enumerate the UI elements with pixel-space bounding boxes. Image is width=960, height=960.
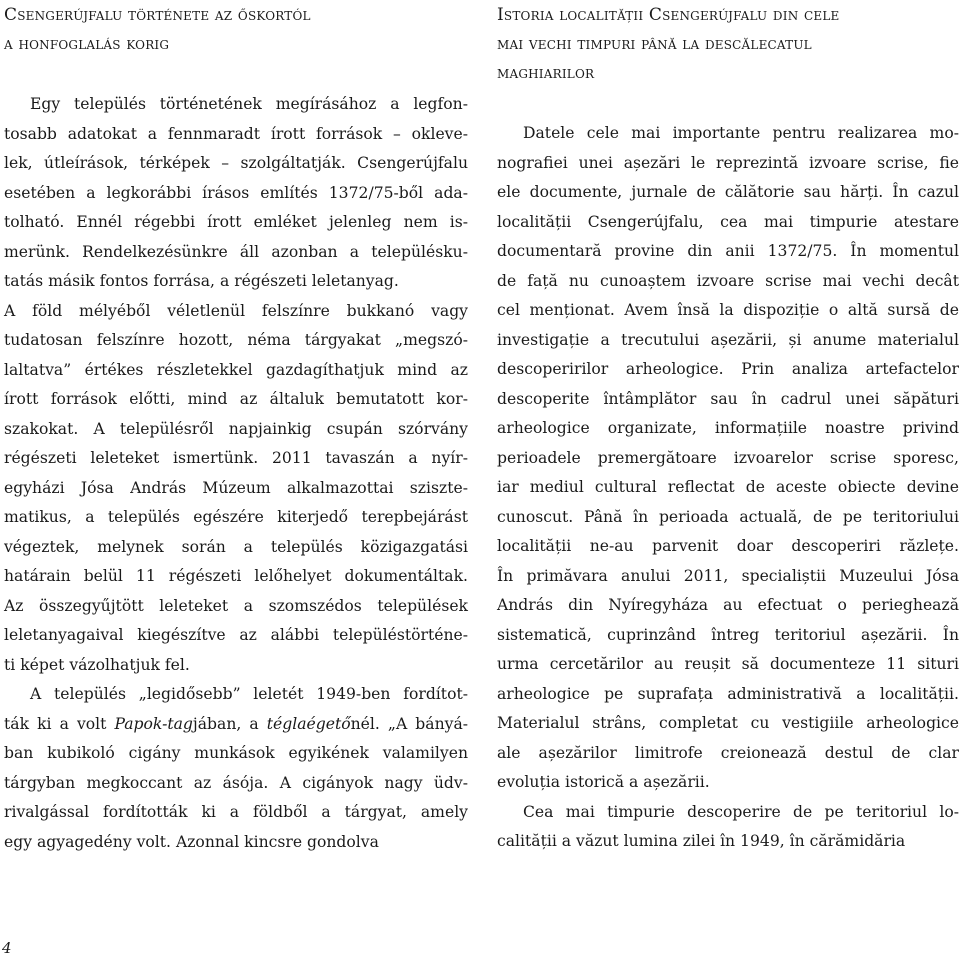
text-line: perioadele premergătoare izvoarelor scrise sporesc,	[497, 448, 959, 467]
text-line: de față nu cunoaștem izvoare scrise mai vechi decât	[497, 271, 959, 290]
text-line: evoluția istorică a așezării.	[497, 773, 710, 791]
text-line-with-italics: ták ki a volt Papok-tagjában, a téglaégetőnél. „A bányá-	[4, 714, 469, 733]
text-line: localității ne-au parvenit doar descoperiri răzlețe.	[497, 537, 959, 555]
text-line: Cea mai timpurie descoperire de pe teritoriul lo-	[523, 802, 959, 821]
text-line: arheologice pe suprafața administrativă a localității.	[497, 684, 959, 703]
text-line: tudatosan felszínre hozott, néma tárgyakat „megszó-	[4, 331, 468, 349]
hungarian-title	[4, 1, 468, 59]
text-line: matikus, a település egészére kiterjedő terepbejárást	[4, 508, 468, 526]
text-line: egyházi Jósa András Múzeum alkalmazottai sziszte-	[4, 478, 468, 497]
text-line: localității Csengerújfalu, cea mai timpurie atestare	[497, 212, 959, 231]
title-line: mai vechi timpuri până la descălecatul	[497, 34, 812, 54]
text-line: nografiei unei așezări le reprezintă izvoare scrise, fie	[497, 153, 959, 172]
text-line: ti képet vázolhatjuk fel.	[4, 655, 190, 674]
text-line: ban kubikoló cigány munkások egyikének valamilyen	[4, 744, 468, 762]
text-line: laltatva” értékes részletekkel gazdagíthatjuk mind az	[4, 360, 468, 379]
text-line: rivalgással fordították ki a földből a tárgyat, amely	[4, 803, 468, 821]
page-number: 4	[2, 939, 12, 957]
text-line: határain belül 11 régészeti lelőhelyet dokumentáltak.	[4, 567, 468, 585]
text-line: merünk. Rendelkezésünkre áll azonban a településku-	[4, 242, 468, 261]
text-line: arheologice organizate, informațiile noastre privind	[497, 419, 959, 437]
text-line: A föld mélyéből véletlenül felszínre bukkanó vagy	[4, 301, 468, 320]
romanian-column	[497, 0, 959, 857]
text-line: descoperirilor arheologice. Prin analiza artefactelor	[497, 360, 959, 378]
text-line: cunoscut. Până în perioada actuală, de pe teritoriului	[497, 507, 959, 526]
text-line: régészeti leleteket ismertünk. 2011 tavaszán a nyír-	[4, 449, 468, 467]
text-line: Egy település történetének megírásához a legfon-	[30, 95, 468, 113]
hungarian-body	[4, 90, 468, 857]
text-line: tolható. Ennél régebbi írott emléket jelenleg nem is-	[4, 213, 468, 231]
text-line: urma cercetărilor au reușit să documenteze 11 situri	[497, 655, 959, 673]
text-line: În primăvara anului 2011, specialiștii Muzeului Jósa	[497, 566, 959, 585]
title-line: maghiarilor	[497, 63, 595, 83]
text-line: Datele cele mai importante pentru realizarea mo-	[523, 124, 959, 142]
text-line: lek, útleírások, térképek – szolgáltatják. Csengerújfalu	[4, 154, 468, 172]
text-line: egy agyagedény volt. Azonnal kincsre gondolva	[4, 832, 379, 851]
text-line: iar mediul cultural reflectat de aceste obiecte devine	[497, 478, 959, 496]
title-line: Csengerújfalu története az őskortól	[4, 5, 311, 25]
text-line: tárgyban megkoccant az ásója. A cigányok nagy üdv-	[4, 773, 468, 792]
text-line: szakokat. A településről napjainkig csupán szórvány	[4, 419, 468, 438]
romanian-body	[497, 119, 959, 857]
text-line: descoperite întâmplător sau în cadrul unei săpături	[497, 389, 959, 408]
text-line: cel menționat. Avem însă la dispoziție o altă sursă de	[497, 301, 959, 319]
text-line: végeztek, melynek során a település közigazgatási	[4, 537, 468, 556]
title-line: Istoria localității Csengerújfalu din cele	[497, 5, 840, 25]
title-line: a honfoglalás korig	[4, 34, 170, 54]
text-line: tatás másik fontos forrása, a régészeti leletanyag.	[4, 272, 399, 290]
italic-term: Papok-tag	[114, 714, 193, 733]
text-line: leletanyagaival kiegészítve az alábbi településtörténe-	[4, 626, 468, 644]
text-line: documentară provine din anii 1372/75. În momentul	[497, 242, 959, 260]
text-line: András din Nyíregyháza au efectuat o perieghează	[497, 596, 959, 614]
hungarian-column	[4, 0, 468, 857]
text-line: Az összegyűjtött leleteket a szomszédos települések	[4, 596, 468, 615]
romanian-title	[497, 1, 959, 88]
text-line: A település „legidősebb” leletét 1949-ben fordítot-	[30, 685, 468, 703]
italic-term: téglaégető	[266, 714, 351, 733]
text-line: sistematică, cuprinzând întreg teritoriul așezării. În	[497, 625, 959, 644]
text-line: Materialul strâns, completat cu vestigiile arheologice	[497, 714, 959, 732]
text-line: esetében a legkorábbi írásos említés 1372/75-ből ada-	[4, 183, 468, 202]
text-line: ale așezărilor limitrofe creionează destul de clar	[497, 743, 959, 762]
text-line: írott források előtti, mind az általuk bemutatott kor-	[4, 390, 468, 408]
text-line: ele documente, jurnale de călătorie sau hărți. În cazul	[497, 183, 959, 201]
text-line: calității a văzut lumina zilei în 1949, în cărămidăria	[497, 832, 906, 850]
text-line: investigație a trecutului așezării, și anume materialul	[497, 330, 959, 349]
text-line: tosabb adatokat a fennmaradt írott források – okleve-	[4, 124, 468, 143]
